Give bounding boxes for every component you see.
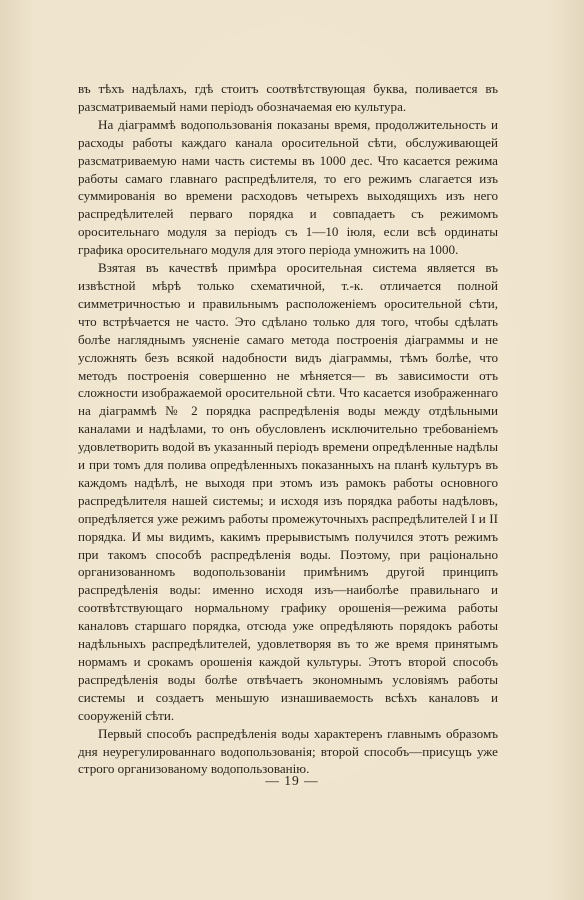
paragraph-2: На діаграммѣ водопользованія показаны время, продолжительность и расходы работы каждаго канала оросительной сѣти, обслуживающей разсматриваемую нами часть системы въ 1000 дес. Что касается режима работы самаго главнаго распредѣлителя, то его режимъ слагается изъ суммированія во времени расходовъ четырехъ выходящихъ изъ него распредѣлителей перваго порядка и совпадаетъ съ режимомъ оросительнаго модуля за періодъ съ 1—10 іюля, если всѣ ординаты графика оросительнаго модуля для этого періода умножить на 1000. [78,116,498,258]
paragraph-3: Взятая въ качествѣ примѣра оросительная система является въ извѣстной мѣрѣ только схематичной, т.-к. отличается полной симметричностью и правильнымъ расположеніемъ оросительной сѣти, что встрѣчается не часто. Это сдѣлано только для того, чтобы сдѣлать болѣе нагляднымъ уясненіе самаго метода построенія діаграммы и не усложнять безъ всякой надобности видъ діаграммы, тѣмъ болѣе, что методъ построенія совершенно не мѣняется— въ зависимости отъ сложности изображаемой оросительной сѣти. Что касается изображеннаго на діаграммѣ № 2 порядка распредѣленія воды между отдѣльными каналами и надѣлами, то онъ обусловленъ исключительно требованіемъ удовлетворить водой въ указанный періодъ времени опредѣленные надѣлы и при томъ для полива опредѣленныхъ показанныхъ на планѣ культуръ въ каждомъ надѣлѣ, не выходя при этомъ изъ рамокъ работы основного распредѣлителя нашей системы; и исходя изъ порядка работы надѣловъ, опредѣляется уже режимъ работы промежуточныхъ распредѣлителей I и II порядка. И мы видимъ, какимъ прерывистымъ получился этотъ режимъ при такомъ способѣ распредѣленія воды. Поэтому, при раціонально организованномъ водопользованіи примѣнимъ другой принципъ распредѣленія воды: именно исходя изъ—наиболѣе правильнаго и соотвѣтствующаго нормальному графику орошенія—режима работы каналовъ старшаго порядка, отсюда уже опредѣляють порядокъ работы надѣльныхъ распредѣлителей, удовлетворяя въ то же время принятымъ нормамъ и срокамъ орошенія каждой культуры. Этотъ второй способъ распредѣленія воды болѣе отвѣчаетъ экономнымъ условіямъ работы системы и создаетъ меньшую изнашиваемость всѣхъ каналовъ и сооруженій сѣти. [78,260,498,723]
body-text [78,80,498,778]
paragraph-1: въ тѣхъ надѣлахъ, гдѣ стоитъ соотвѣтствующая буква, поливается въ разсматриваемый нами періодъ обозначаемая ею культура. [78,81,498,114]
paragraph-4: Первый способъ распредѣленія воды характеренъ главнымъ образомъ дня неурегулированнаго водопользованія; второй способъ—присущъ уже строго организованому водопользованію. [78,725,498,777]
page-number: — 19 — [265,773,319,788]
